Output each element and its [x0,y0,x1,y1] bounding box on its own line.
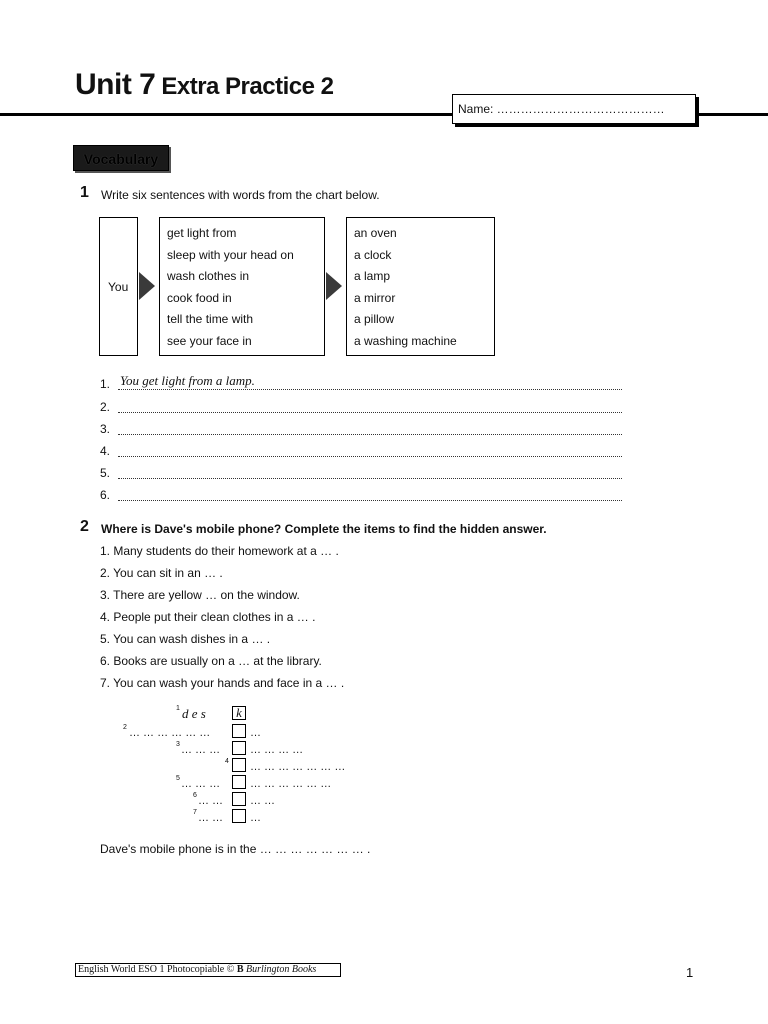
exercise-2-instruction: Where is Dave's mobile phone? Complete the items to find the hidden answer. [101,522,547,536]
list-item: 5. You can wash dishes in a … . [100,632,271,646]
line-number: 4. [100,444,111,458]
row-blanks: … … … … … … [129,727,211,739]
verb-item: wash clothes in [167,269,250,283]
object-item: a pillow [354,312,395,326]
dotted-line [118,456,622,457]
exercise-1-number: 1 [80,184,89,201]
dotted-line [118,500,622,501]
row-letters: d e s [182,706,206,721]
answer-line-4[interactable] [100,444,622,460]
answer-line-5[interactable] [100,466,622,482]
burlington-logo-icon: B [236,964,244,975]
row-blanks: … … [250,795,276,807]
line-number: 3. [100,422,111,436]
row-number: 3 [176,741,180,748]
unit-label: Unit 7 [75,68,156,101]
verb-item: see your face in [167,333,252,348]
list-item: 2. You can sit in an … . [100,566,223,580]
object-item: an oven [354,226,397,240]
hidden-letter-cell[interactable] [232,758,246,772]
answer-line-6[interactable] [100,488,622,504]
verb-item: cook food in [167,290,232,305]
list-item: 1. Many students do their homework at a … . [100,544,339,558]
section-tag [73,145,169,171]
page-title [75,68,333,102]
answer-sentence: Dave's mobile phone is in the … … … … … … … . [100,842,371,856]
hidden-letter-cell[interactable] [232,741,246,755]
row-blanks: … … … [181,744,221,756]
verbs-box [159,217,325,356]
row-blanks: … [250,812,261,824]
example-answer: You get light from a lamp. [120,373,255,388]
dotted-line [118,412,622,413]
object-item: a mirror [354,290,396,305]
row-blanks: … … … … … … … [250,761,346,773]
list-item: 4. People put their clean clothes in a … . [100,610,316,624]
answer-line-2[interactable] [100,400,622,416]
objects-box [346,217,495,356]
row-blanks: … … … … … … [250,778,332,790]
copyright-notice [75,963,341,977]
object-item: a washing machine [354,333,457,348]
answer-line-1[interactable] [100,373,622,393]
dotted-line [118,478,622,479]
line-number: 1. [100,377,111,391]
verb-item: get light from [167,226,237,240]
hidden-letter-cell[interactable] [232,724,246,738]
row-blanks: … … … [181,778,221,790]
arrow-right-icon [139,272,155,300]
object-item: a lamp [354,269,391,283]
subject-label: You [108,280,129,294]
line-number: 2. [100,400,111,414]
copyright-text: English World ESO 1 Photocopiable © [78,964,237,975]
hidden-letter-cell[interactable] [232,792,246,806]
row-number: 1 [176,705,180,712]
row-blanks: … [250,727,261,739]
section-tag-label: Vocabulary [83,151,159,167]
arrow-right-icon [326,272,342,300]
row-number: 6 [193,792,197,799]
list-item: 6. Books are usually on a … at the library. [100,654,322,668]
row-number: 4 [225,758,229,765]
dotted-line [118,434,622,435]
publisher-name: Burlington Books [246,964,317,975]
subtitle: Extra Practice 2 [161,73,334,100]
answer-line-3[interactable] [100,422,622,438]
verb-item: sleep with your head on [167,247,294,262]
verb-item: tell the time with [167,312,254,326]
row-blanks: … … [198,812,224,824]
line-number: 6. [100,488,111,502]
line-number: 5. [100,466,111,480]
exercise-1-instruction: Write six sentences with words from the chart below. [101,188,380,202]
list-item: 7. You can wash your hands and face in a … . [100,676,345,690]
page-number: 1 [686,965,694,980]
dotted-line [118,389,622,390]
row-number: 2 [123,724,127,731]
exercise-2-number: 2 [80,518,89,535]
row-number: 7 [193,809,197,816]
name-field[interactable]: Name: …………………………………… [452,94,696,124]
object-item: a clock [354,247,392,262]
hidden-letter-cell[interactable] [232,809,246,823]
subject-box [99,217,138,356]
row-number: 5 [176,775,180,782]
row-blanks: … … … … [250,744,304,756]
list-item: 3. There are yellow … on the window. [100,588,300,602]
hidden-letter-cell[interactable]: k [232,706,246,720]
row-blanks: … … [198,795,224,807]
hidden-letter-cell[interactable] [232,775,246,789]
